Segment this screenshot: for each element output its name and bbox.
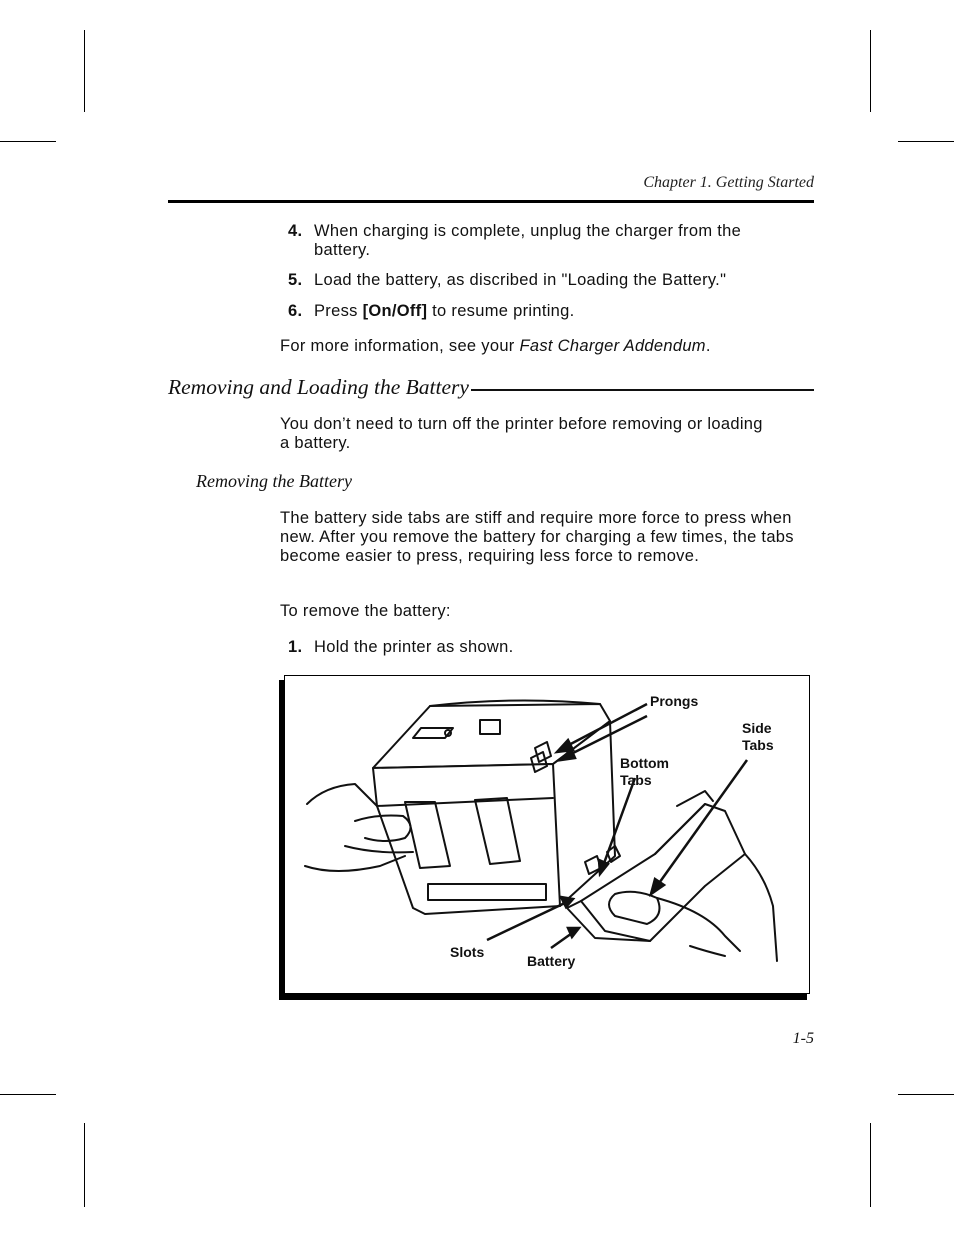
step-text: Hold the printer as shown. <box>314 638 514 656</box>
step-text: When charging is complete, unplug the charger from the battery. <box>314 222 742 259</box>
step-number: 6. <box>288 302 303 320</box>
step-number: 1. <box>288 638 303 656</box>
tabs-paragraph: The battery side tabs are stiff and require more force to press when new. After you remove the battery for charging a few times, the tabs become easier to press, requiring less force to remove. <box>280 509 794 565</box>
crop-mark <box>870 30 871 112</box>
crop-mark <box>84 1123 85 1207</box>
step-text <box>314 302 798 321</box>
callout-side-tabs <box>742 720 774 754</box>
step-text: Load the battery, as discribed in "Loading the Battery." <box>314 271 727 289</box>
header-rule <box>168 200 814 203</box>
printer-illustration <box>285 676 810 994</box>
fast-charger-addendum-title: Fast Charger Addendum <box>519 337 706 355</box>
more-info-paragraph <box>280 337 810 356</box>
callout-side-tabs-line1: Side <box>742 720 772 736</box>
crop-mark <box>898 141 954 142</box>
crop-mark <box>0 1094 56 1095</box>
to-remove-text: To remove the battery: <box>280 602 451 620</box>
step-6 <box>288 302 798 321</box>
crop-mark <box>0 141 56 142</box>
section-intro: You don’t need to turn off the printer before removing or loading a battery. <box>280 415 763 452</box>
crop-mark <box>898 1094 954 1095</box>
step-number: 5. <box>288 271 303 289</box>
section-heading <box>168 372 814 400</box>
callout-battery: Battery <box>527 953 576 969</box>
crop-mark <box>870 1123 871 1207</box>
page-number: 1-5 <box>792 1030 814 1047</box>
crop-mark <box>84 30 85 112</box>
on-off-key: [On/Off] <box>362 302 428 320</box>
more-info-text: For more information, see your <box>280 337 520 355</box>
battery-removal-figure <box>284 675 810 994</box>
subheading: Removing the Battery <box>196 471 352 491</box>
step-5 <box>288 271 798 290</box>
step-text-after: to resume printing. <box>427 302 575 320</box>
running-head: Chapter 1. Getting Started <box>643 174 814 191</box>
callout-bottom-tabs <box>620 755 669 789</box>
step-1 <box>288 638 798 657</box>
step-text-before: Press <box>314 302 363 320</box>
callout-bottom-tabs-line1: Bottom <box>620 755 669 771</box>
section-heading-rule <box>471 389 814 391</box>
section-heading-text: Removing and Loading the Battery <box>168 375 469 399</box>
step-number: 4. <box>288 222 303 240</box>
callout-prongs: Prongs <box>650 693 699 709</box>
step-4 <box>288 222 798 260</box>
callout-side-tabs-line2: Tabs <box>742 737 774 753</box>
callout-bottom-tabs-line2: Tabs <box>620 772 652 788</box>
callout-slots: Slots <box>450 944 485 960</box>
more-info-end: . <box>705 337 711 355</box>
